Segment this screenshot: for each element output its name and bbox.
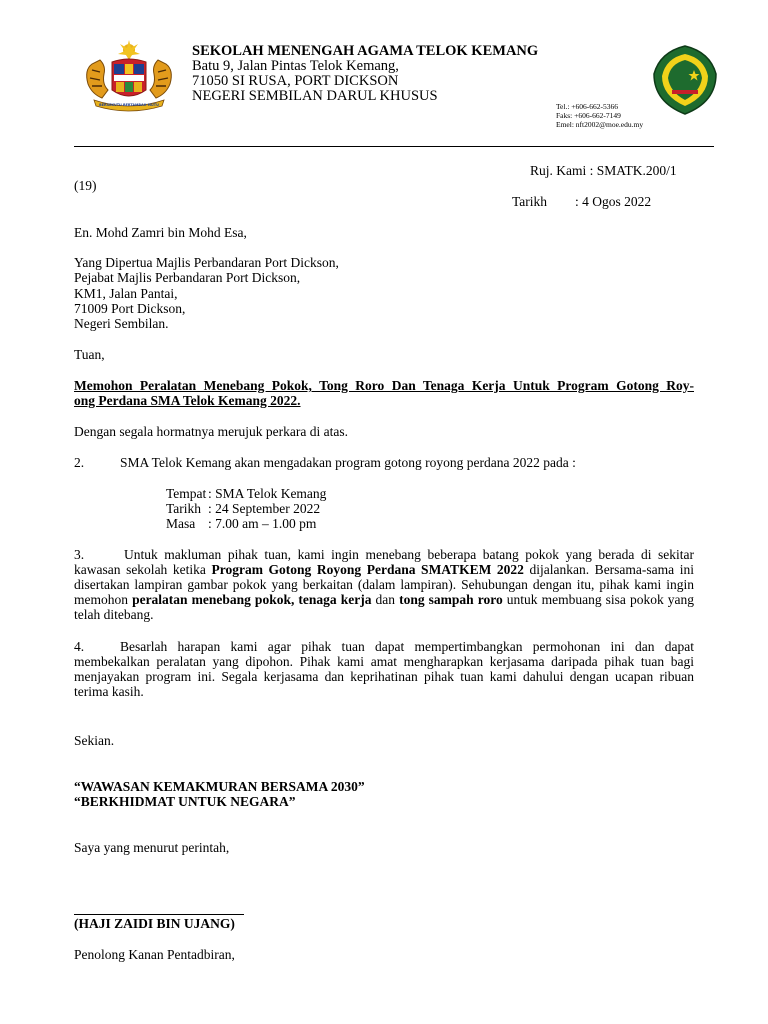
address-line-2: 71050 SI RUSA, PORT DICKSON	[192, 73, 399, 89]
para3: 3. Untuk makluman pihak tuan, kami ingin menebang beberapa batang pokok yang berada di sekitar kawasan sekolah ketika Program Gotong Royong Perdana SMATKEM 2022 dijalankan. Bersama-sama ini disertakan lampiran gambar pokok yang berkaitan (dalam lampiran). Sehubungan dengan itu, pihak kami ingin memohon peralatan menebang pokok, tenaga kerja dan tong sampah roro untuk membuang sisa pokok yang telah ditebang.	[74, 547, 695, 622]
closing-order: Saya yang menurut perintah,	[74, 840, 230, 855]
detail-row: Tempat : SMA Telok Kemang	[166, 486, 327, 501]
intro-text: Dengan segala hormatnya merujuk perkara di atas.	[74, 424, 349, 439]
date-label: Tarikh	[512, 194, 548, 209]
motto-2: “BERKHIDMAT UNTUK NEGARA”	[74, 794, 296, 809]
contact-tel: Tel.: +606-662-5366	[556, 102, 619, 111]
address-line-3: NEGERI SEMBILAN DARUL KHUSUS	[192, 88, 438, 104]
contact-fax: Faks: +606-662-7149	[556, 111, 621, 120]
address-line-1: Batu 9, Jalan Pintas Telok Kemang,	[192, 58, 399, 74]
recipient-name: En. Mohd Zamri bin Mohd Esa,	[74, 225, 247, 240]
para2-number: 2.	[74, 455, 85, 470]
signatory-position: Penolong Kanan Pentadbiran,	[74, 947, 235, 962]
detail-row: Tarikh : 24 September 2022	[166, 501, 321, 516]
signature-line	[74, 914, 244, 915]
recipient-line-1: Yang Dipertua Majlis Perbandaran Port Dickson,	[74, 255, 339, 270]
school-name: SEKOLAH MENENGAH AGAMA TELOK KEMANG	[192, 43, 539, 59]
coat-of-arms-logo	[78, 40, 180, 114]
para4: 4. Besarlah harapan kami agar pihak tuan dapat mempertimbangkan permohonan ini dan dapat membekalkan peralatan yang dipohon. Pihak kami amat mengharapkan kerjasama daripada pihak tuan bagi menjayakan program ini. Segala kerjasama dan keprihatinan pihak tuan kami dahului dengan ucapan ribuan terima kasih.	[74, 639, 694, 699]
subject-line-2: ong Perdana SMA Telok Kemang 2022.	[74, 393, 301, 408]
contact-email: Emel: nft2002@moe.edu.my	[556, 120, 644, 129]
crest-motto: BERSEKUTU BERTAMBAH MUTU	[99, 103, 159, 107]
detail-row: Masa : 7.00 am – 1.00 pm	[166, 516, 317, 531]
reference-number: Ruj. Kami : SMATK.200/1	[530, 163, 677, 178]
recipient-line-5: Negeri Sembilan.	[74, 316, 169, 331]
closing-sekian: Sekian.	[74, 733, 115, 748]
school-emblem-logo	[650, 44, 720, 116]
para2-text: SMA Telok Kemang akan mengadakan program gotong royong perdana 2022 pada :	[120, 455, 576, 470]
recipient-line-2: Pejabat Majlis Perbandaran Port Dickson,	[74, 270, 301, 285]
date-value: : 4 Ogos 2022	[575, 194, 652, 209]
header-divider	[74, 146, 714, 147]
recipient-line-3: KM1, Jalan Pantai,	[74, 286, 178, 301]
salutation: Tuan,	[74, 347, 105, 362]
recipient-line-4: 71009 Port Dickson,	[74, 301, 186, 316]
subject-line-1: Memohon Peralatan Menebang Pokok, Tong Roro Dan Tenaga Kerja Untuk Program Gotong Roy-	[74, 378, 694, 393]
reference-suffix: (19)	[74, 178, 97, 193]
signatory-name: (HAJI ZAIDI BIN UJANG)	[74, 916, 235, 931]
motto-1: “WAWASAN KEMAKMURAN BERSAMA 2030”	[74, 779, 365, 794]
